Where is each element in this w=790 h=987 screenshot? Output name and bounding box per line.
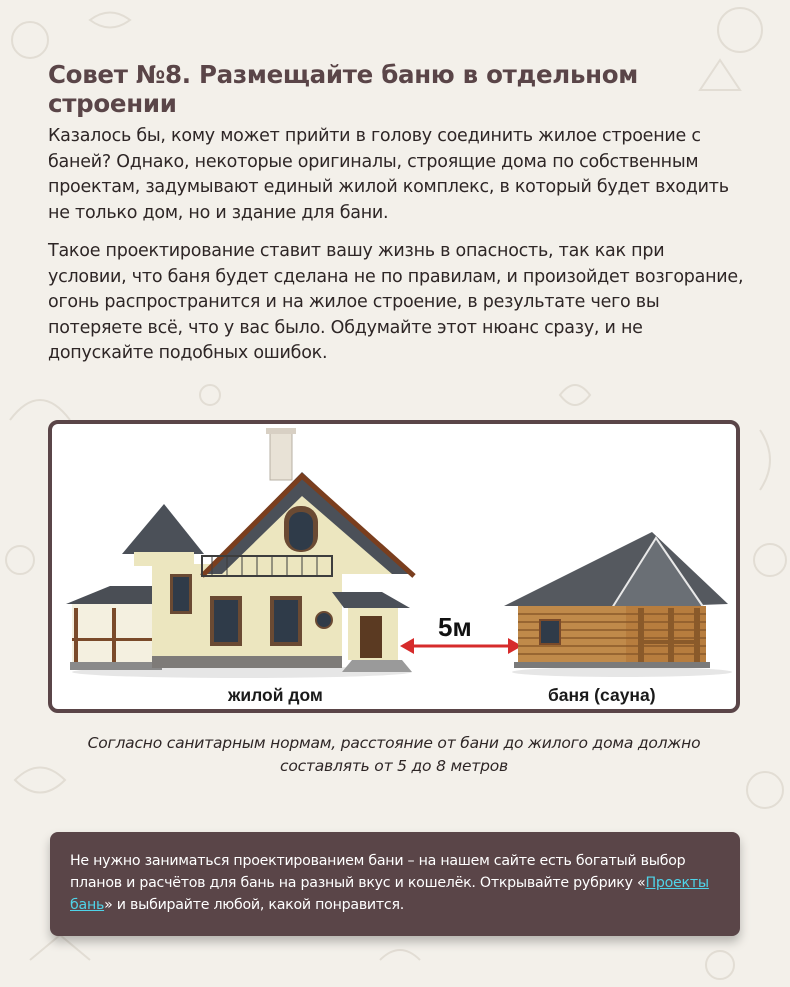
projects-callout (50, 832, 740, 936)
distance-illustration (48, 420, 740, 713)
callout-text-after: » и выбирайте любой, какой понравится. (104, 897, 405, 913)
paragraph-1: Казалось бы, кому может прийти в голову соединить жилое строение с баней? Однако, некоторые оригиналы, строящие дома по собственным проектам, задумывают единый жилой комплекс, в который будет входить не только дом, но и здание для бани. (48, 126, 729, 223)
projects-link[interactable]: Проекты бань (70, 875, 709, 913)
distance-label: 5м (438, 612, 472, 642)
callout-text-before: Не нужно заниматься проектированием бани – на нашем сайте есть богатый выбор планов и расчётов для бань на разный вкус и кошелёк. Открывайте рубрику « (70, 853, 686, 891)
figure-caption: Согласно санитарным нормам, расстояние от бани до жилого дома должно составлять от 5 до 8 метров (87, 734, 701, 775)
house-label: жилой дом (228, 685, 323, 705)
house-drawing (66, 428, 414, 678)
article-title: Совет №8. Размещайте баню в отдельном строении (48, 60, 639, 118)
sauna-drawing (504, 532, 732, 677)
sauna-label: баня (сауна) (548, 685, 656, 705)
paragraph-2: Такое проектирование ставит вашу жизнь в опасность, так как при условии, что баня будет сделана не по правилам, и произойдет возгорание, огонь распространится и на жилое строение, в результате чего вы потеряете всё, что у вас было. Обдумайте этот нюанс сразу, и не допускайте подобных ошибок. (48, 241, 744, 363)
illustration-svg (52, 424, 736, 709)
